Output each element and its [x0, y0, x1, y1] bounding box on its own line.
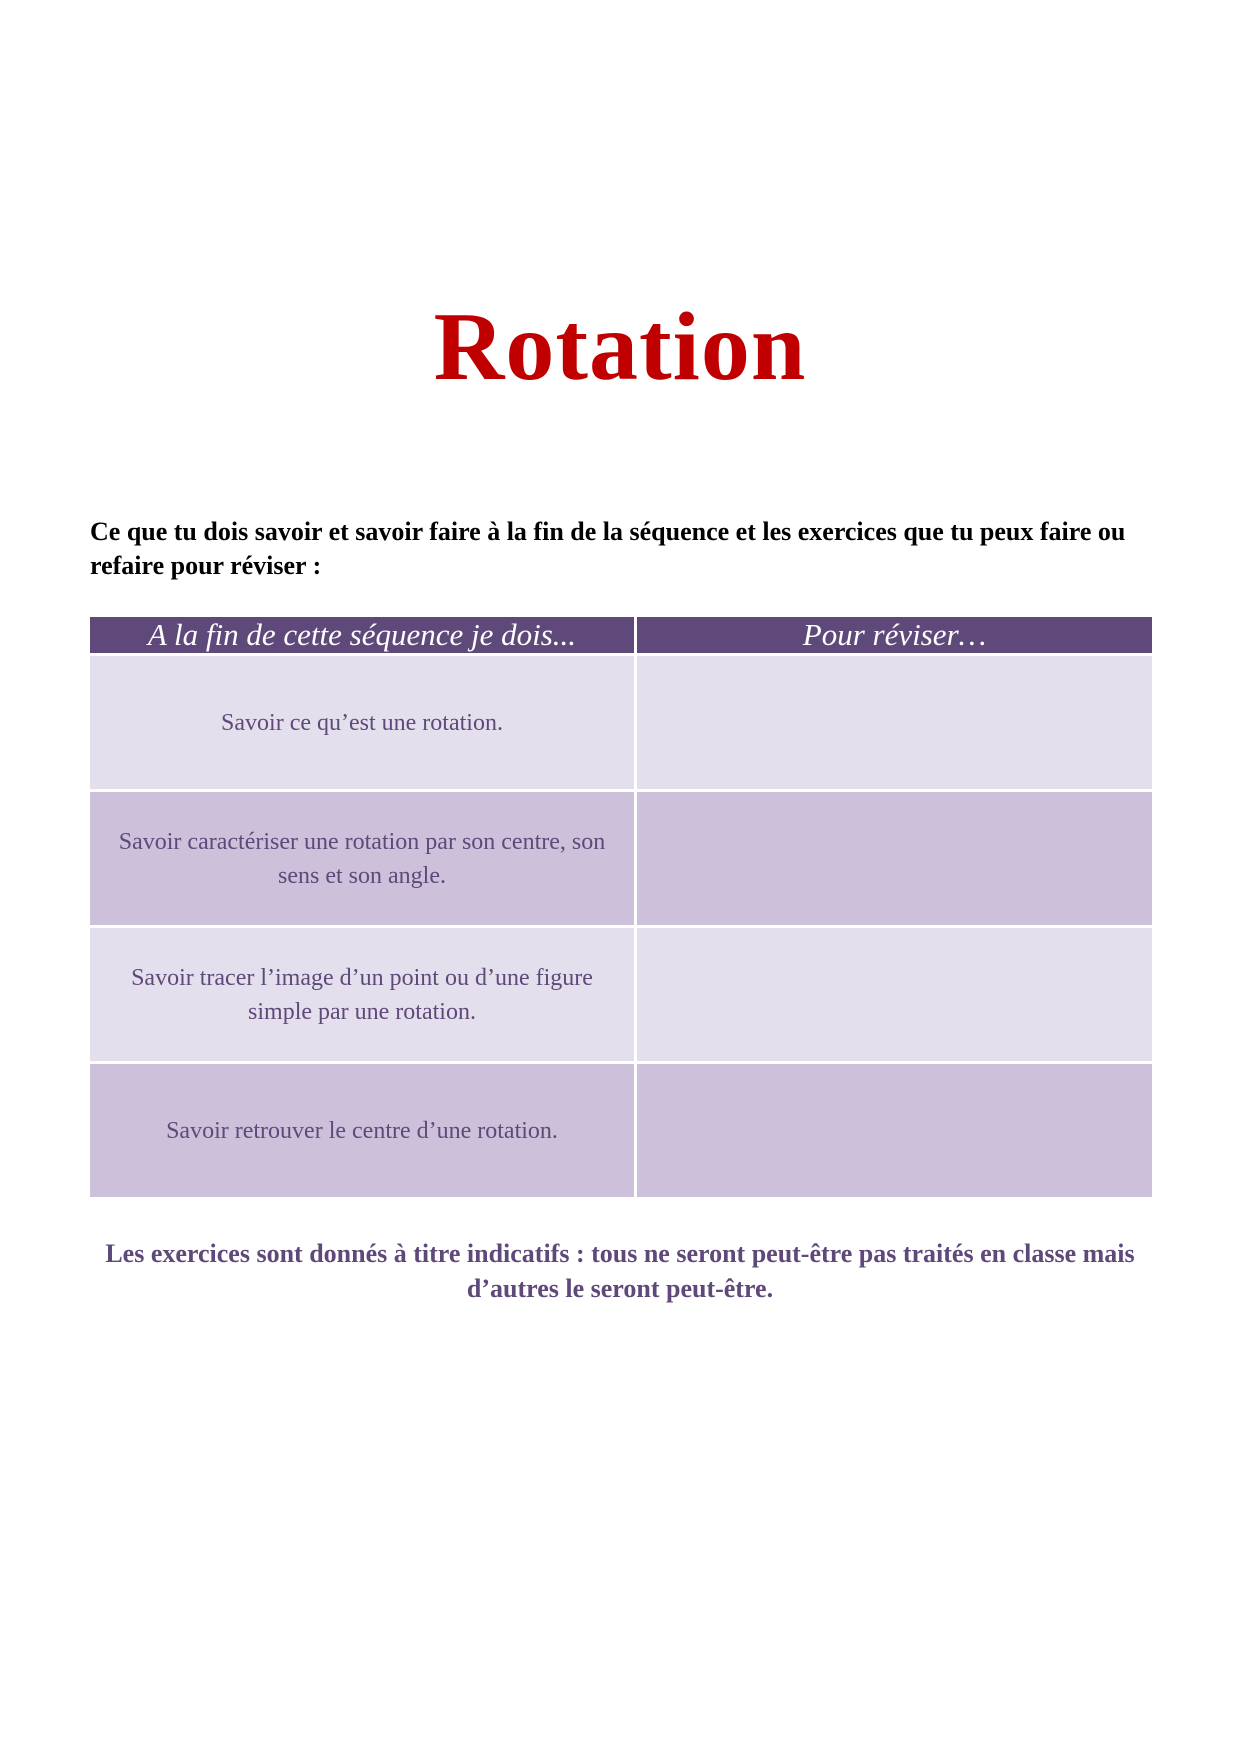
header-objectives: A la fin de cette séquence je dois... — [90, 617, 634, 653]
table-row — [90, 928, 1152, 1061]
objective-cell: Savoir tracer l’image d’un point ou d’une figure simple par une rotation. — [90, 928, 634, 1061]
review-cell — [637, 1064, 1152, 1197]
objective-cell: Savoir retrouver le centre d’une rotation. — [90, 1064, 634, 1197]
table-row — [90, 1064, 1152, 1197]
objective-cell: Savoir ce qu’est une rotation. — [90, 656, 634, 789]
review-cell — [637, 656, 1152, 789]
objectives-table — [90, 617, 1152, 1197]
intro-text: Ce que tu dois savoir et savoir faire à la fin de la séquence et les exercices que tu peux faire ou refaire pour réviser : — [90, 517, 1126, 580]
header-review: Pour réviser… — [637, 617, 1152, 653]
review-cell — [637, 928, 1152, 1061]
page-title: Rotation — [433, 293, 807, 401]
table-row — [90, 656, 1152, 789]
table-row — [90, 792, 1152, 925]
objective-cell: Savoir caractériser une rotation par son centre, son sens et son angle. — [90, 792, 634, 925]
table-header — [90, 617, 1152, 653]
footer-note: Les exercices sont donnés à titre indicatifs : tous ne seront peut-être pas traités en classe mais d’autres le seront peut-être. — [105, 1239, 1135, 1303]
review-cell — [637, 792, 1152, 925]
